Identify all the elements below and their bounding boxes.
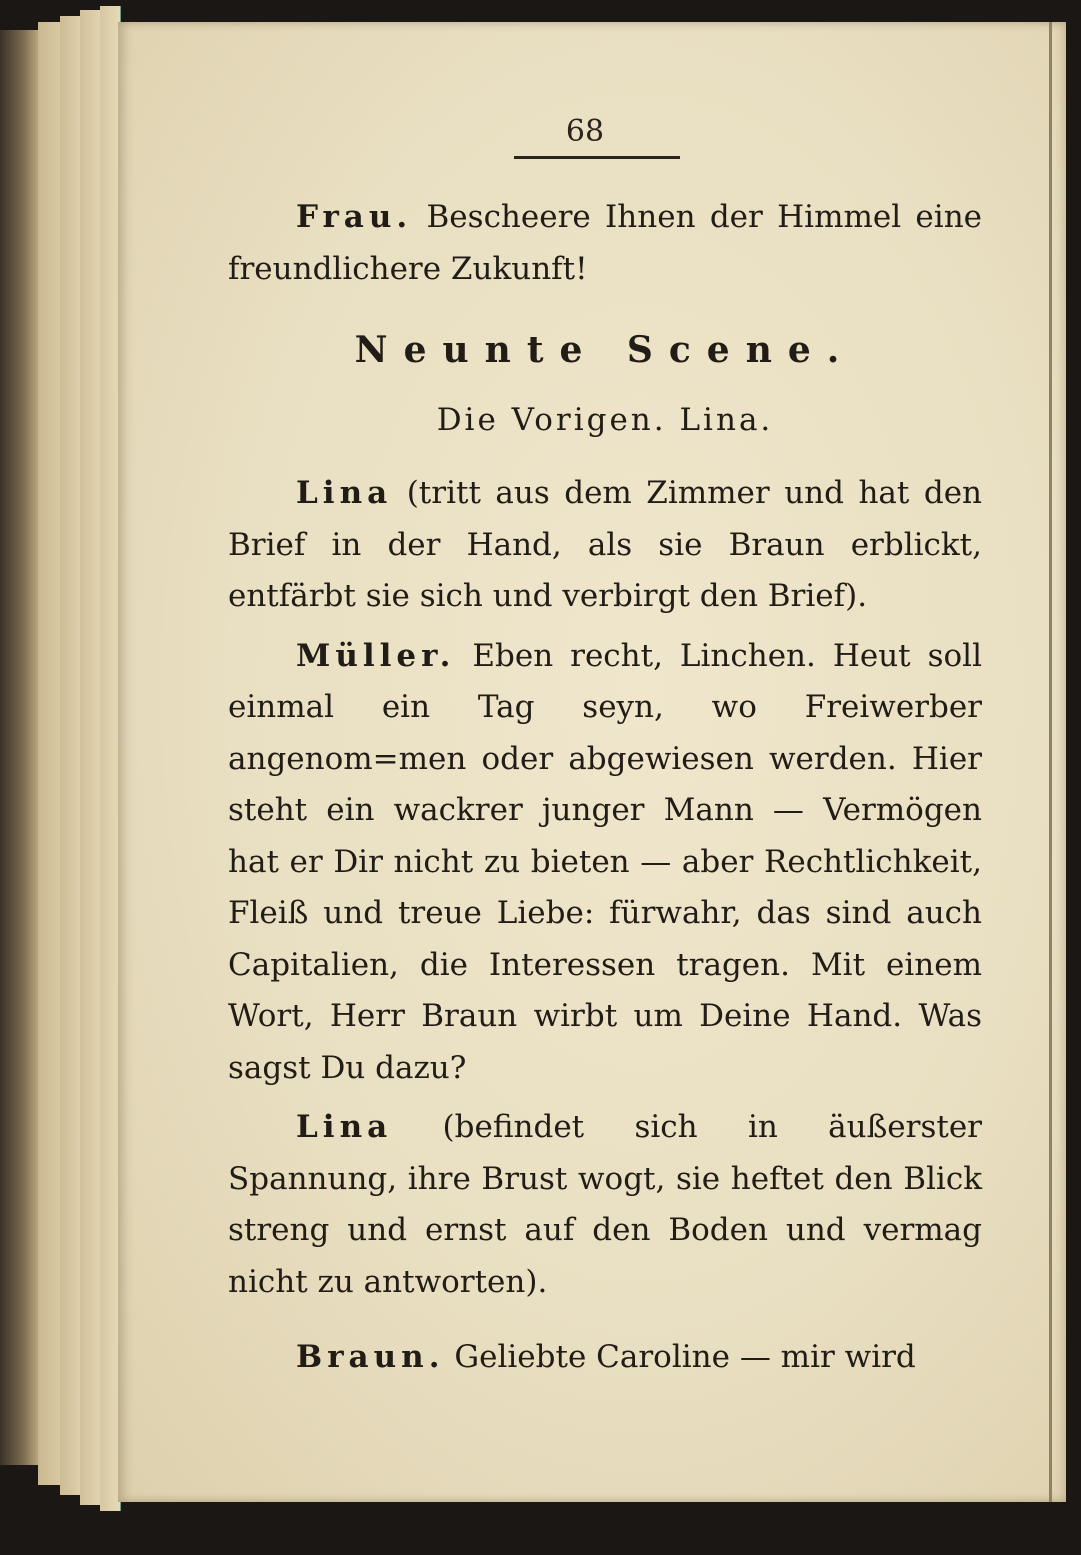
book-page bbox=[118, 22, 1066, 1502]
stage-direction: (befindet sich in äußerster Spannung, ihre Brust wogt, sie heftet den Blick streng und ernst auf den Boden und vermag nicht zu antworten). bbox=[228, 1109, 983, 1300]
header-rule bbox=[514, 156, 680, 159]
speaker-name: Müller. bbox=[296, 637, 456, 674]
page-number: 68 bbox=[565, 114, 605, 149]
paragraph-text: Geliebte Caroline — mir wird bbox=[454, 1339, 916, 1375]
speaker-name: Frau. bbox=[296, 199, 413, 235]
stage-direction: (tritt aus dem Zimmer und hat den Brief in der Hand, als sie Braun erblickt, entfärbt sie sich und verbirgt den Brief). bbox=[228, 475, 983, 614]
page-stack-edge bbox=[38, 22, 61, 1485]
paragraph-braun bbox=[228, 1332, 982, 1384]
page-stack-edge bbox=[60, 16, 81, 1495]
paragraph-lina-2 bbox=[228, 1102, 982, 1308]
speaker-name: Lina bbox=[296, 1109, 393, 1145]
speaker-name: Lina bbox=[296, 475, 393, 511]
page-body bbox=[228, 192, 982, 1384]
scene-title: Neunte Scene. bbox=[354, 329, 856, 371]
book-cover-edge bbox=[0, 30, 39, 1465]
cast-list: Die Vorigen. Lina. bbox=[436, 401, 774, 438]
paragraph-lina-1 bbox=[228, 468, 982, 623]
speaker-name: Braun. bbox=[296, 1339, 445, 1375]
page-gutter bbox=[1049, 22, 1052, 1502]
paragraph-text: Eben recht, Linchen. Heut soll einmal ein Tag seyn, wo Freiwerber angenom=men oder abgewiesen werden. Hier steht ein wackrer junger Mann — Vermögen hat er Dir nicht zu bieten — aber Rechtlichkeit, Fleiß und treue Liebe: fürwahr, das sind auch Capitalien, die Interessen tragen. Mit einem Wort, Herr Braun wirbt um Deine Hand. Was sagst Du dazu? bbox=[228, 637, 982, 1086]
paragraph-mueller bbox=[228, 631, 982, 1095]
paragraph-text: Bescheere Ihnen der Himmel eine freundlichere Zukunft! bbox=[228, 199, 983, 287]
paragraph-frau bbox=[228, 192, 982, 295]
